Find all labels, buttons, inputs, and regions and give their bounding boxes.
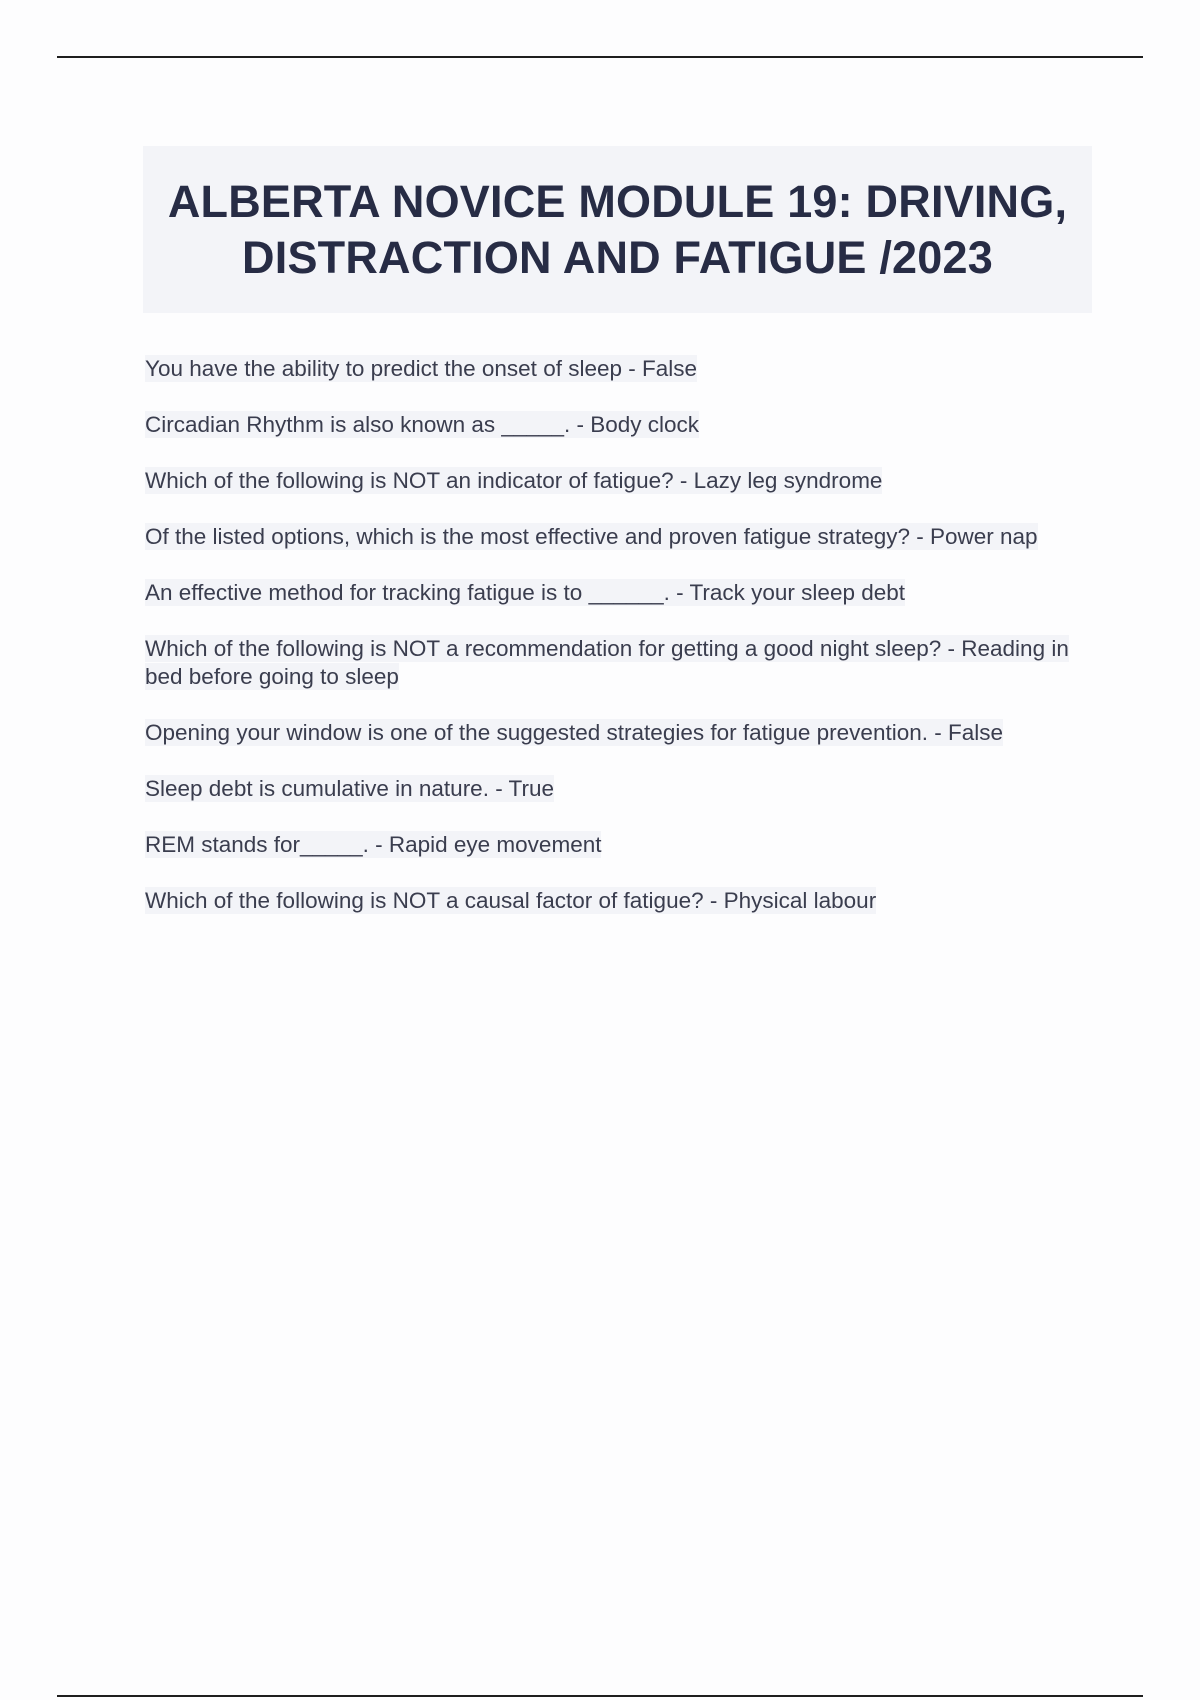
top-divider — [57, 56, 1143, 58]
qa-item — [145, 775, 1085, 803]
qa-text: An effective method for tracking fatigue is to ______. - Track your sleep debt — [145, 580, 906, 605]
title-banner — [143, 146, 1092, 313]
qa-item — [145, 831, 1085, 859]
qa-text: Opening your window is one of the suggested strategies for fatigue prevention. - False — [145, 720, 1003, 745]
qa-item — [145, 887, 1085, 915]
qa-item — [145, 467, 1085, 495]
qa-item — [145, 719, 1085, 747]
qa-text: Of the listed options, which is the most effective and proven fatigue strategy? - Power nap — [145, 524, 1038, 549]
qa-text: Which of the following is NOT a recommendation for getting a good night sleep? - Reading in bed before going to sleep — [145, 636, 1069, 689]
qa-text: Sleep debt is cumulative in nature. - True — [145, 776, 554, 801]
qa-text: Which of the following is NOT a causal factor of fatigue? - Physical labour — [145, 888, 877, 913]
question-answer-list — [145, 355, 1085, 943]
qa-text: REM stands for_____. - Rapid eye movement — [145, 832, 602, 857]
qa-text: Which of the following is NOT an indicator of fatigue? - Lazy leg syndrome — [145, 468, 883, 493]
qa-item — [145, 523, 1085, 551]
qa-item — [145, 635, 1085, 691]
qa-item — [145, 579, 1085, 607]
qa-text: You have the ability to predict the onset of sleep - False — [145, 356, 698, 381]
qa-text: Circadian Rhythm is also known as _____. - Body clock — [145, 412, 700, 437]
document-title: ALBERTA NOVICE MODULE 19: DRIVING, DISTRACTION AND FATIGUE /2023 — [167, 175, 1068, 283]
bottom-divider — [57, 1695, 1143, 1697]
qa-item — [145, 355, 1085, 383]
qa-item — [145, 411, 1085, 439]
